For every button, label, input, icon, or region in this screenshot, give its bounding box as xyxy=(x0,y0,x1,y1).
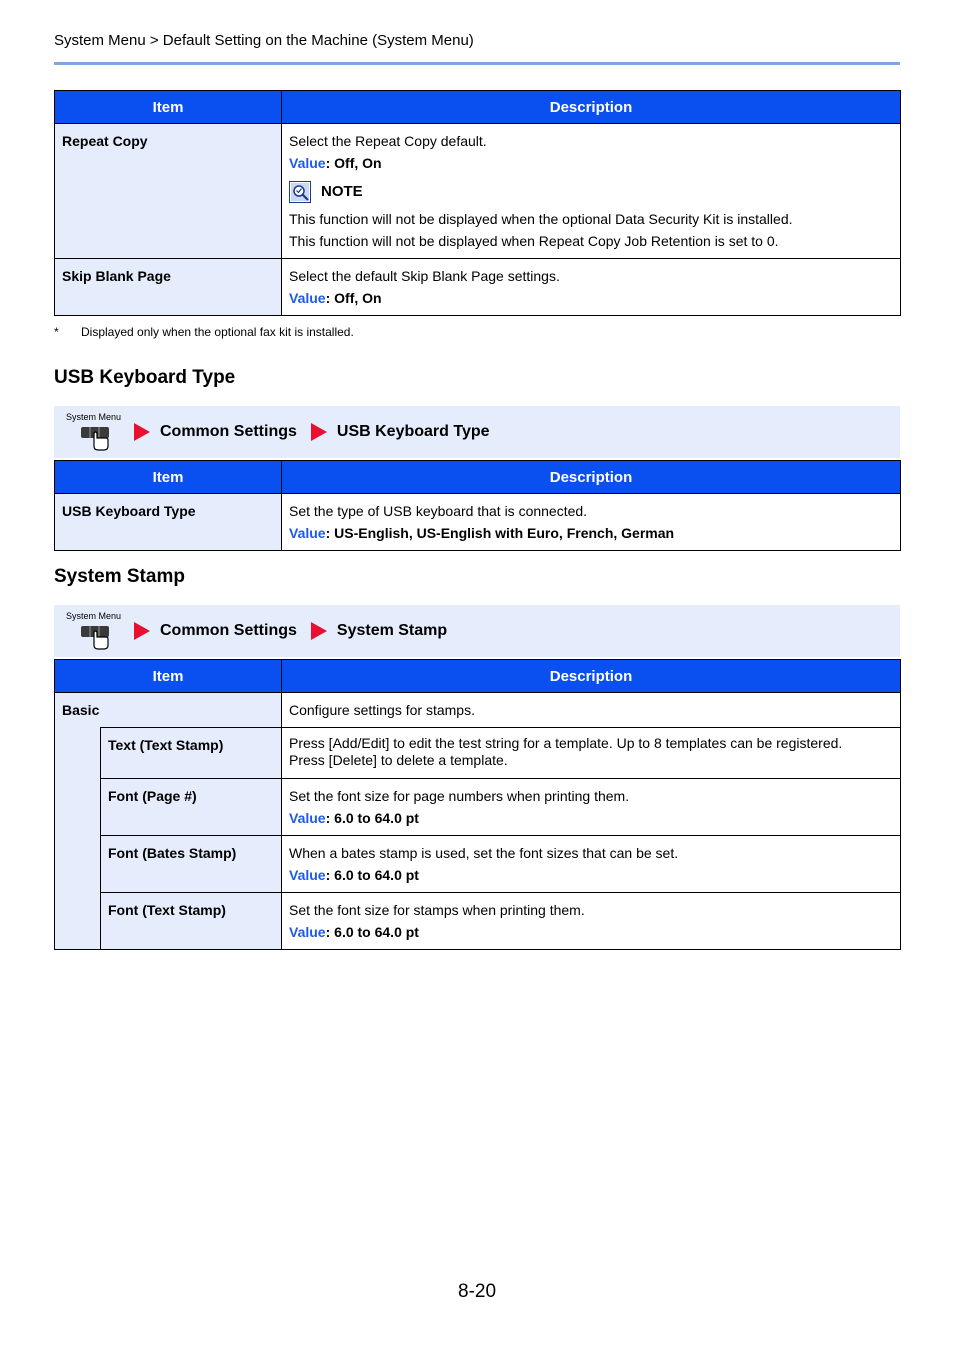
system-menu-label: System Menu xyxy=(66,412,122,422)
value-line xyxy=(289,807,893,829)
system-menu-icon[interactable] xyxy=(64,410,128,454)
section-title-usb-keyboard: USB Keyboard Type xyxy=(54,367,236,388)
value-line xyxy=(289,522,893,544)
settings-table-system-stamp xyxy=(54,659,901,950)
column-header-description: Description xyxy=(282,461,901,494)
value-text: 6.0 to 64.0 pt xyxy=(334,924,419,940)
description-cell xyxy=(282,728,901,779)
nav-step-system-stamp[interactable]: System Stamp xyxy=(336,622,448,639)
footnote-marker: * xyxy=(54,325,59,339)
value-label: Value xyxy=(289,810,326,826)
sub-item-cell: Font (Page #) xyxy=(101,779,282,836)
value-label: Value xyxy=(289,290,326,306)
note-line: This function will not be displayed when Repeat Copy Job Retention is set to 0. xyxy=(289,233,779,249)
description-text: Set the font size for stamps when printing them. xyxy=(289,902,585,918)
sub-item-cell: Font (Text Stamp) xyxy=(101,893,282,950)
page-number: 8-20 xyxy=(458,1281,497,1302)
table-row xyxy=(55,124,901,259)
value-line xyxy=(289,287,893,309)
value-text: Off, On xyxy=(334,155,382,171)
footnote xyxy=(54,325,354,339)
value-separator: : xyxy=(325,810,335,826)
footnote-text: Displayed only when the optional fax kit is installed. xyxy=(81,325,354,339)
value-text: 6.0 to 64.0 pt xyxy=(334,867,419,883)
column-header-description: Description xyxy=(282,91,901,124)
item-cell: Repeat Copy xyxy=(55,124,282,259)
note-icon xyxy=(289,181,311,203)
nav-arrow-icon xyxy=(134,622,150,640)
description-text: When a bates stamp is used, set the font sizes that can be set. xyxy=(289,845,679,861)
column-header-description: Description xyxy=(282,660,901,693)
note-header xyxy=(289,178,893,206)
description-cell xyxy=(282,124,901,259)
value-text: 6.0 to 64.0 pt xyxy=(334,810,419,826)
nav-arrow-icon xyxy=(311,622,327,640)
column-header-item: Item xyxy=(55,461,282,494)
note-title: NOTE xyxy=(321,183,363,200)
table-row xyxy=(55,893,901,950)
table-row xyxy=(55,693,901,728)
description-cell: Configure settings for stamps. xyxy=(282,693,901,728)
value-separator: : xyxy=(325,924,335,940)
value-line xyxy=(289,864,893,886)
navigation-path-usb xyxy=(54,406,900,458)
description-cell xyxy=(282,779,901,836)
item-cell: Basic xyxy=(55,693,282,728)
settings-table-usb-keyboard xyxy=(54,460,901,551)
value-label: Value xyxy=(289,924,326,940)
description-text: Set the type of USB keyboard that is connected. xyxy=(289,503,588,519)
value-label: Value xyxy=(289,155,326,171)
nav-step-usb-keyboard-type[interactable]: USB Keyboard Type xyxy=(336,423,490,440)
description-text: Press [Add/Edit] to edit the test string for a template. Up to 8 templates can be registered. xyxy=(289,735,843,751)
value-label: Value xyxy=(289,525,326,541)
description-cell xyxy=(282,494,901,551)
column-header-item: Item xyxy=(55,660,282,693)
table-row xyxy=(55,259,901,316)
description-text: Set the font size for page numbers when printing them. xyxy=(289,788,630,804)
table-row xyxy=(55,836,901,893)
note-line: This function will not be displayed when the optional Data Security Kit is installed. xyxy=(289,211,793,227)
item-cell: USB Keyboard Type xyxy=(55,494,282,551)
value-separator: : xyxy=(325,867,335,883)
nav-step-common-settings[interactable]: Common Settings xyxy=(160,622,297,639)
item-cell: Skip Blank Page xyxy=(55,259,282,316)
header-divider xyxy=(54,62,900,65)
indent-cell xyxy=(55,728,101,950)
description-cell xyxy=(282,259,901,316)
nav-arrow-icon xyxy=(311,423,327,441)
value-line xyxy=(289,921,893,943)
value-separator: : xyxy=(325,525,335,541)
section-title-system-stamp: System Stamp xyxy=(54,566,185,587)
value-text: Off, On xyxy=(334,290,382,306)
sub-item-cell: Text (Text Stamp) xyxy=(101,728,282,779)
table-row xyxy=(55,728,901,779)
description-cell xyxy=(282,893,901,950)
table-row xyxy=(55,779,901,836)
system-menu-label: System Menu xyxy=(66,611,122,621)
column-header-item: Item xyxy=(55,91,282,124)
value-text: US-English, US-English with Euro, French, German xyxy=(334,525,675,541)
description-text: Select the Repeat Copy default. xyxy=(289,133,487,149)
system-menu-icon[interactable] xyxy=(64,609,128,653)
page-breadcrumb: System Menu > Default Setting on the Machine (System Menu) xyxy=(54,32,474,49)
description-cell xyxy=(282,836,901,893)
nav-step-common-settings[interactable]: Common Settings xyxy=(160,423,297,440)
sub-item-cell: Font (Bates Stamp) xyxy=(101,836,282,893)
nav-arrow-icon xyxy=(134,423,150,441)
settings-table-copy xyxy=(54,90,901,316)
value-line xyxy=(289,152,893,174)
value-label: Value xyxy=(289,867,326,883)
value-separator: : xyxy=(325,290,335,306)
description-text: Press [Delete] to delete a template. xyxy=(289,752,508,768)
description-text: Select the default Skip Blank Page settings. xyxy=(289,268,560,284)
value-separator: : xyxy=(325,155,335,171)
navigation-path-stamp xyxy=(54,605,900,657)
table-row xyxy=(55,494,901,551)
